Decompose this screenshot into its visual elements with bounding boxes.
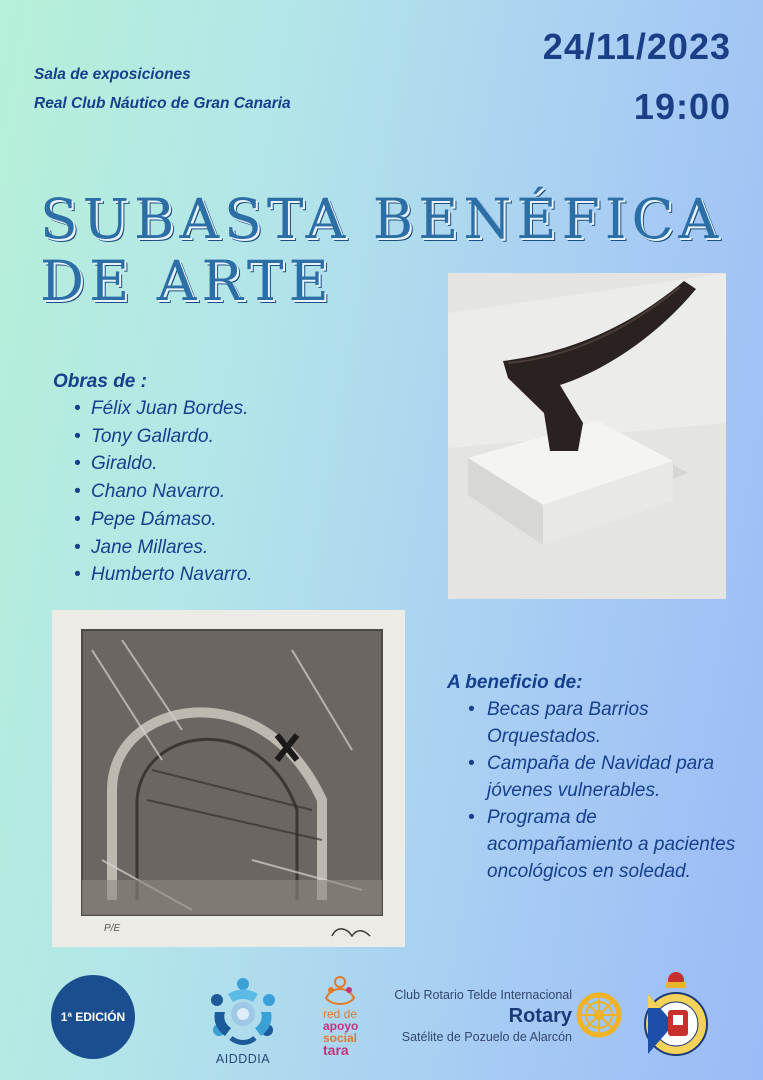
nautico-logo	[640, 970, 712, 1062]
etching-photo	[52, 610, 405, 947]
tara-icon	[320, 976, 360, 1008]
event-time: 19:00	[633, 86, 731, 127]
tara-line-4: tara	[323, 1042, 349, 1058]
title-line-2: DE ARTE	[40, 249, 334, 313]
tara-line-1: red de	[323, 1007, 358, 1021]
list-item: • Jane Millares.	[74, 534, 253, 562]
nautico-crest-icon	[640, 970, 712, 1062]
list-item: • Tony Gallardo.	[74, 423, 253, 451]
list-item: • Chano Navarro.	[74, 478, 253, 506]
tara-line-2: apoyo	[323, 1019, 359, 1033]
artists-list	[74, 395, 253, 589]
aidddia-label: AIDDDIA	[215, 1052, 271, 1066]
edition-mark: P/E	[104, 923, 121, 934]
beneficiaries-heading: A beneficio de:	[447, 672, 583, 693]
rotary-logo	[380, 988, 622, 1048]
list-item: • Félix Juan Bordes.	[74, 395, 253, 423]
venue-info	[34, 60, 291, 118]
event-date: 24/11/2023	[542, 26, 731, 67]
venue-line-1: Sala de exposiciones	[34, 66, 191, 83]
list-item: • Pepe Dámaso.	[74, 506, 253, 534]
aidddia-logo	[203, 974, 283, 1066]
tara-logo	[320, 976, 368, 1066]
rotary-club-name: Club Rotario Telde Internacional	[394, 988, 572, 1002]
tara-line-3: social	[323, 1031, 358, 1045]
artists-heading: Obras de :	[53, 371, 147, 392]
sculpture-image	[448, 273, 726, 599]
edition-badge: 1ª EDICIÓN	[51, 975, 135, 1059]
list-item: • Campaña de Navidad para jóvenes vulnerables.	[468, 750, 743, 804]
list-item: • Programa de acompañamiento a pacientes oncológicos en soledad.	[468, 804, 743, 885]
beneficiaries-list	[468, 696, 743, 885]
aidddia-icon	[203, 974, 283, 1046]
tara-text	[323, 1008, 358, 1056]
venue-line-2: Real Club Náutico de Gran Canaria	[34, 95, 291, 112]
list-item: • Giraldo.	[74, 450, 253, 478]
list-item: • Humberto Navarro.	[74, 561, 253, 589]
sculpture-photo	[448, 273, 726, 599]
list-item: • Becas para Barrios Orquestados.	[468, 696, 743, 750]
etching-image	[52, 610, 405, 947]
title-line-1: SUBASTA BENÉFICA	[40, 187, 724, 251]
rotary-wordmark: Rotary	[508, 1005, 572, 1027]
rotary-satellite: Satélite de Pozuelo de Alarcón	[401, 1030, 572, 1044]
rotary-wheel-icon	[576, 992, 622, 1038]
